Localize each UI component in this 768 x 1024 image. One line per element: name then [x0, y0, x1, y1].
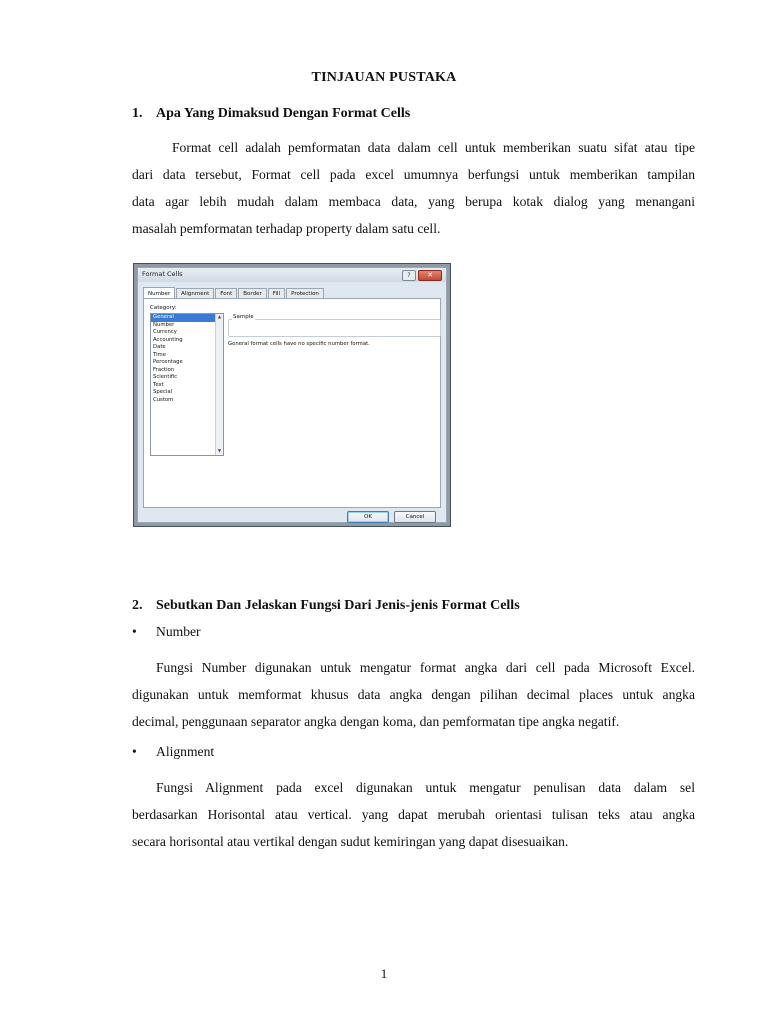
tab-protection[interactable]: Protection [286, 288, 324, 299]
bullet-item-number [132, 624, 432, 642]
sample-box [228, 319, 441, 337]
format-cells-dialog [137, 267, 447, 523]
section-2-title: Sebutkan Dan Jelaskan Fungsi Dari Jenis-jenis Format Cells [156, 598, 520, 613]
category-item[interactable]: Special [153, 389, 173, 395]
category-label: Category: [150, 305, 177, 311]
section-2-heading [132, 598, 520, 614]
paragraph-line: masalah pemformatan terhadap property dalam satu cell. [132, 221, 441, 236]
close-icon[interactable]: ✕ [418, 270, 442, 281]
tab-fill[interactable]: Fill [268, 288, 285, 299]
category-item[interactable]: Percentage [153, 359, 183, 365]
dialog-titlebar [138, 268, 446, 282]
page-number: 1 [380, 966, 388, 981]
category-scrollbar[interactable] [215, 314, 223, 455]
paragraph-line: dari data tersebut, Format cell pada excel umumnya berfungsi untuk memberikan tampilan [132, 167, 695, 182]
tab-alignment[interactable]: Alignment [176, 288, 214, 299]
sample-label: Sample [233, 314, 254, 320]
section-2-number: 2. [132, 598, 143, 613]
format-description: General format cells have no specific number format. [228, 341, 370, 347]
section-1-heading [132, 106, 410, 122]
bullet-label: Alignment [156, 744, 215, 759]
page-title: TINJAUAN PUSTAKA [311, 70, 457, 85]
paragraph-line: Fungsi Alignment pada excel digunakan untuk mengatur penulisan data dalam sel [156, 780, 695, 795]
category-item[interactable]: Time [153, 351, 166, 358]
alignment-paragraph [132, 774, 695, 855]
cancel-button[interactable]: Cancel [394, 511, 436, 523]
tab-font[interactable]: Font [215, 288, 237, 299]
bullet-icon: • [132, 624, 137, 639]
ok-button[interactable]: OK [347, 511, 389, 523]
paragraph-line: data agar lebih mudah dalam membaca data, yang berupa kotak dialog yang menangani [132, 194, 695, 209]
dialog-title: Format Cells [142, 270, 183, 278]
category-item[interactable]: Accounting [153, 336, 183, 343]
format-cells-screenshot [133, 263, 451, 527]
paragraph-line: digunakan untuk memformat khusus data angka dengan pilihan decimal places untuk angka [132, 687, 695, 702]
scroll-down-icon[interactable]: ▼ [217, 449, 222, 454]
category-list[interactable] [150, 313, 224, 456]
category-item[interactable]: Text [153, 381, 164, 388]
help-icon[interactable]: ? [402, 270, 416, 281]
paragraph-line: berdasarkan Horisontal atau vertical. yang dapat merubah orientasi tulisan teks atau angka [132, 807, 695, 822]
number-paragraph [132, 654, 695, 735]
paragraph-line: decimal, penggunaan separator angka dengan koma, dan pemformatan tipe angka negatif. [132, 714, 620, 729]
category-item[interactable]: Scientific [153, 374, 178, 380]
bullet-item-alignment [132, 744, 432, 762]
number-tab-panel [143, 298, 441, 508]
paragraph-line: Fungsi Number digunakan untuk mengatur format angka dari cell pada Microsoft Excel. [156, 660, 695, 675]
category-item[interactable]: Fraction [153, 366, 175, 373]
category-item[interactable]: Date [153, 344, 166, 350]
category-item[interactable]: Number [153, 321, 175, 328]
tab-border[interactable]: Border [238, 288, 266, 299]
bullet-label: Number [156, 624, 201, 639]
section-1-number: 1. [132, 106, 143, 121]
scroll-up-icon[interactable]: ▲ [217, 315, 222, 320]
paragraph-line: Format cell adalah pemformatan data dalam cell untuk memberikan suatu sifat atau tipe [172, 140, 695, 155]
section-1-title: Apa Yang Dimaksud Dengan Format Cells [156, 106, 411, 121]
category-item[interactable]: General [151, 314, 215, 322]
tab-number[interactable]: Number [143, 287, 175, 299]
category-item[interactable]: Custom [153, 396, 174, 403]
category-item[interactable]: Currency [153, 329, 177, 335]
paragraph-line: secara horisontal atau vertikal dengan sudut kemiringan yang dapat disesuaikan. [132, 834, 569, 849]
section-1-paragraph [132, 134, 695, 242]
bullet-icon: • [132, 744, 137, 759]
